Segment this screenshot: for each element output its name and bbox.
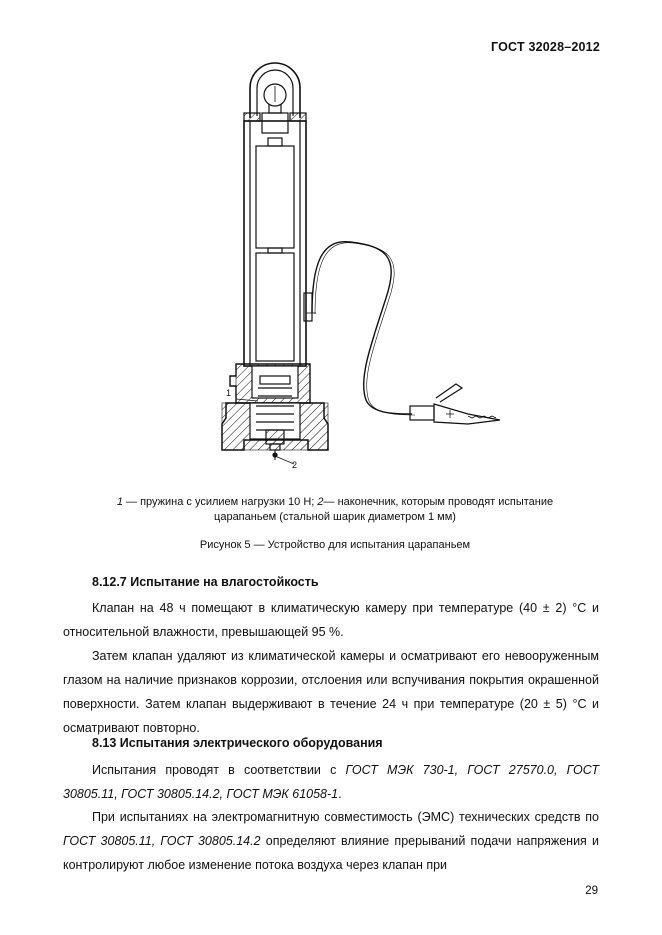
figure-title: Рисунок 5 — Устройство для испытания царапаньем [199, 539, 471, 551]
paragraph-electrical-2 [63, 805, 599, 877]
callout-1: 1 [226, 388, 232, 398]
standards-reference: ГОСТ 30805.11, ГОСТ 30805.14.2 [63, 834, 261, 848]
legend-text-3: царапаньем (стальной шарик диаметром 1 мм) [214, 511, 456, 523]
section-heading-electrical: 8.13 Испытания электрического оборудования [92, 736, 383, 750]
paragraph-text: определяют влияние прерываний подачи напряжения и контролируют любое изменение потока воздуха через клапан при [63, 834, 600, 872]
document-standard-number: ГОСТ 32028–2012 [491, 40, 600, 54]
paragraph-humidity-1 [63, 596, 599, 644]
legend-text-2: — наконечник, которым проводят испытание [323, 496, 554, 508]
legend-number-2: 2 [317, 496, 324, 508]
paragraph-humidity-2 [63, 644, 599, 740]
legend-number-1: 1 [116, 496, 123, 508]
legend-text-1: — пружина с усилием нагрузки 10 Н; [122, 496, 318, 508]
paragraph-text: Испытания проводят в соответствии с [92, 763, 346, 777]
paragraph-text: . [338, 787, 342, 801]
paragraph-text: При испытаниях на электромагнитную совместимость (ЭМС) технических средств по [92, 810, 599, 824]
paragraph-text: Затем клапан удаляют из климатической камеры и осматривают его невооруженным глазом на наличие признаков коррозии, отслоения или вспучивания покрытия окрашенной поверхности. Затем клапан выдерживают в течение 24 ч при температуре (20 ± 5) °С и осматривают повторно. [63, 649, 599, 735]
page-number: 29 [585, 885, 598, 897]
paragraph-text: Клапан на 48 ч помещают в климатическую камеру при температуре (40 ± 2) °С и относительной влажности, превышающей 95 %. [63, 601, 599, 639]
section-heading-humidity: 8.12.7 Испытание на влагостойкость [92, 575, 319, 589]
paragraph-electrical-1 [63, 758, 599, 806]
callout-2: 2 [292, 460, 298, 470]
scratch-test-device-drawing [200, 58, 520, 478]
figure-legend [60, 495, 610, 525]
standards-reference: ГОСТ МЭК 730-1, ГОСТ 27570.0, ГОСТ 30805.11, ГОСТ 30805.14.2, ГОСТ МЭК 61058-1 [63, 763, 599, 801]
